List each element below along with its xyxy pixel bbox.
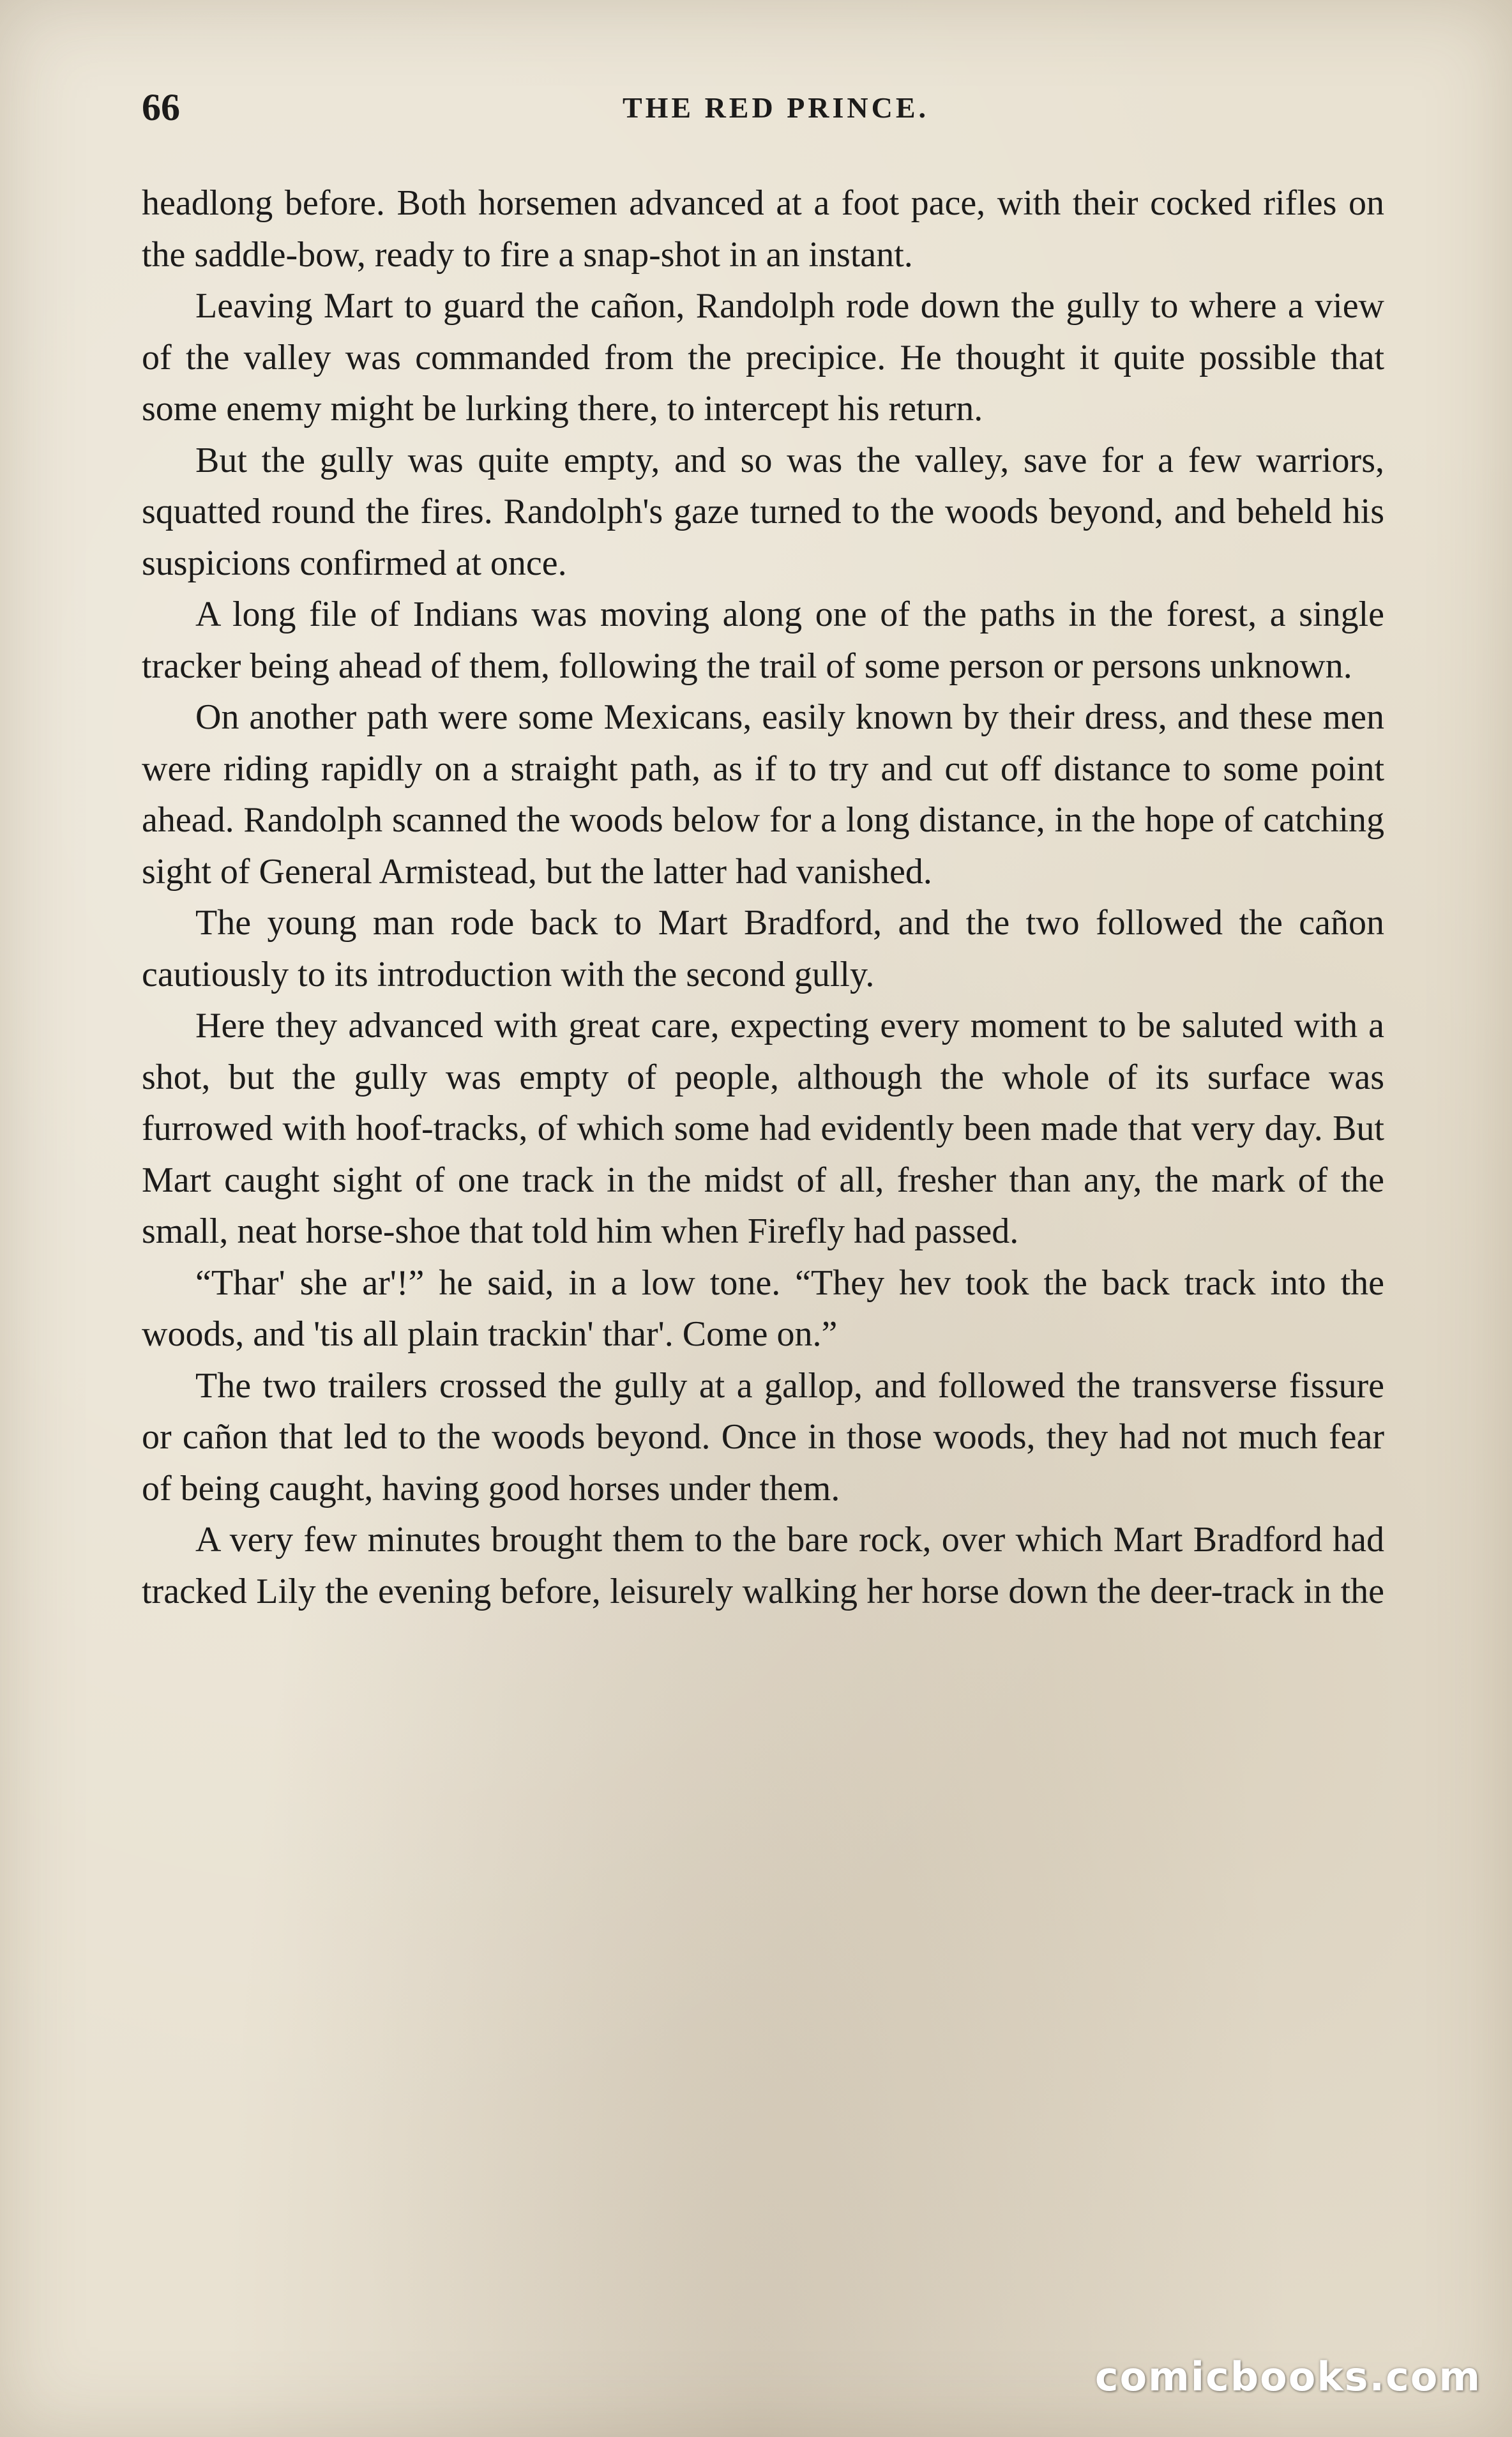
paragraph: A very few minutes brought them to the bare rock, over which Mart Bradford had tracked Lily the evening before, leisurely walking her horse down the deer-track in the [142, 1520, 1384, 1611]
paragraph: Here they advanced with great care, expecting every moment to be saluted with a shot, but the gully was empty of people, although the whole of its surface was furrowed with hoof-tracks, of which some had evidently been made that very day. But Mart caught sight of one track in the midst of all, fresher than any, the mark of the small, neat horse-shoe that told him when Firefly had passed. [142, 1006, 1384, 1251]
running-title: THE RED PRINCE. [622, 91, 930, 124]
page-number: 66 [142, 86, 180, 128]
paragraph: headlong before. Both horsemen advanced at a foot pace, with their cocked rifles on the saddle-bow, ready to fire a snap-shot in an instant. [142, 183, 1384, 275]
paragraph: Leaving Mart to guard the cañon, Randolph rode down the gully to where a view of the valley was commanded from the precipice. He thought it quite possible that some enemy might be lurking there, to intercept his return. [142, 286, 1384, 429]
paragraph: On another path were some Mexicans, easily known by their dress, and these men were riding rapidly on a straight path, as if to try and cut off distance to some point ahead. Randolph scanned the woods below for a long distance, in the hope of catching sight of General Armistead, but the latter had vanished. [142, 697, 1384, 892]
running-header [142, 82, 1384, 146]
body-text [142, 178, 1384, 1617]
paragraph: But the gully was quite empty, and so was the valley, save for a few warriors, squatted round the fires. Randolph's gaze turned to the woods beyond, and beheld his suspicions confirmed at once. [142, 440, 1384, 583]
paragraph: The two trailers crossed the gully at a gallop, and followed the transverse fissure or cañon that led to the woods beyond. Once in those woods, they had not much fear of being caught, having good horses under them. [142, 1365, 1384, 1508]
paragraph: A long file of Indians was moving along one of the paths in the forest, a single tracker being ahead of them, following the trail of some person or persons unknown. [142, 595, 1384, 686]
watermark: comicbooks.com [1094, 2353, 1481, 2400]
paragraph: “Thar' she ar'!” he said, in a low tone. “They hev took the back track into the woods, and 'tis all plain trackin' thar'. Come on.” [142, 1263, 1384, 1354]
paragraph: The young man rode back to Mart Bradford, and the two followed the cañon cautiously to its introduction with the second gully. [142, 903, 1384, 994]
